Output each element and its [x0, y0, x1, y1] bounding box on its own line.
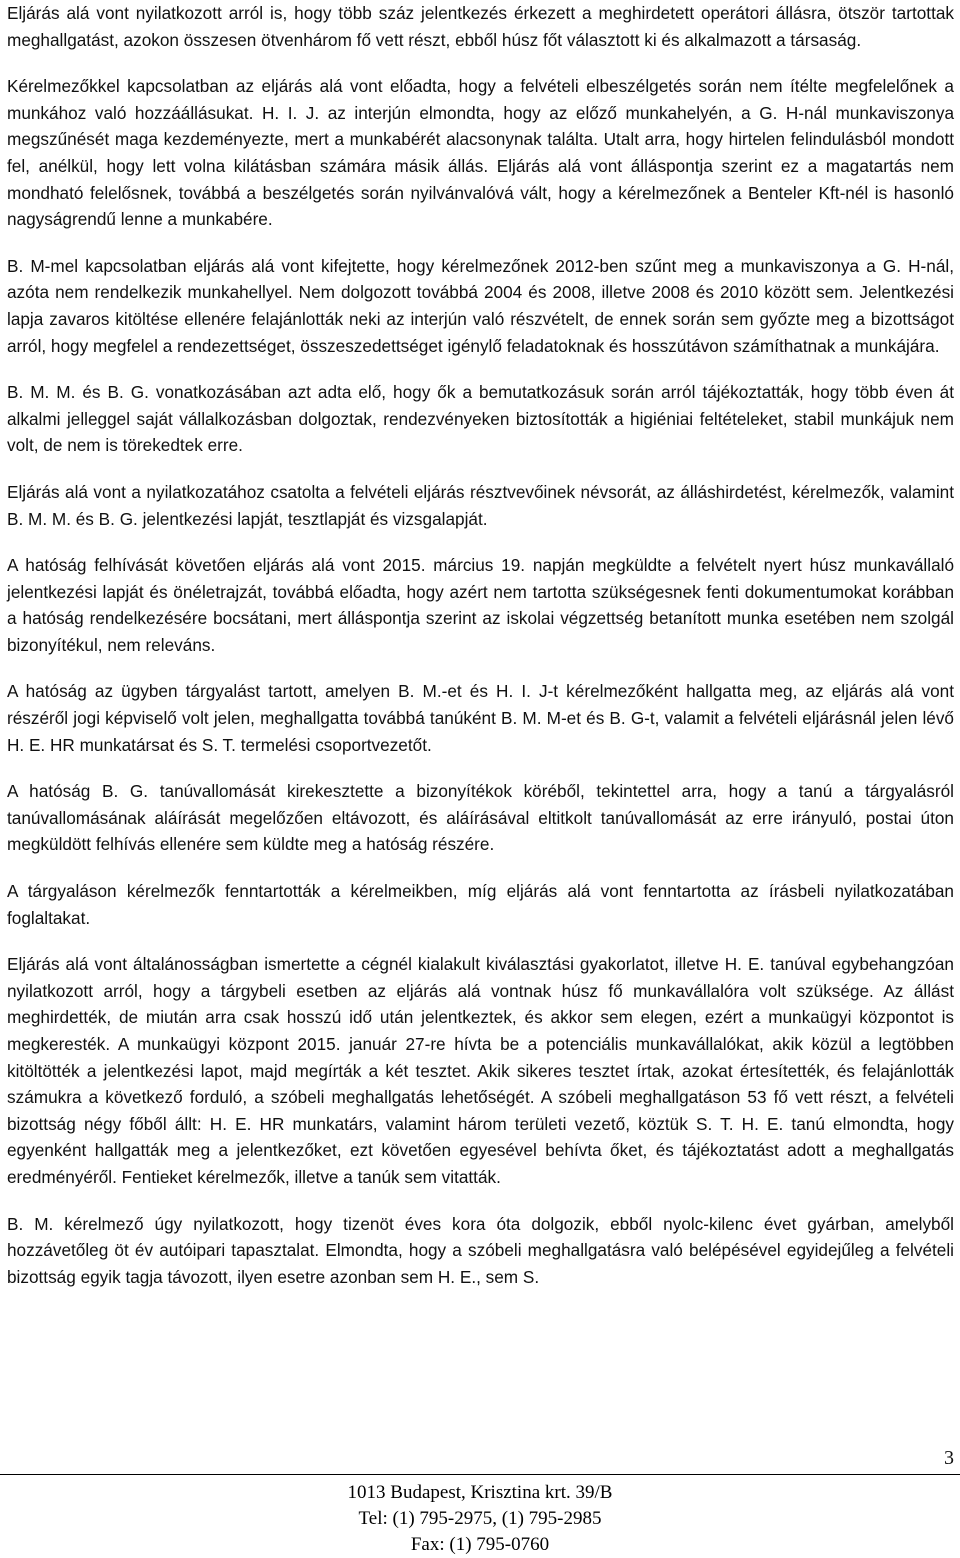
- paragraph-9: A tárgyaláson kérelmezők fenntartották a kérelmeikben, míg eljárás alá vont fenntartotta az írásbeli nyilatkozatában foglaltakat.: [7, 881, 954, 928]
- page-footer: [0, 1480, 960, 1558]
- footer-phone: Tel: (1) 795-2975, (1) 795-2985: [358, 1508, 602, 1529]
- paragraph-8: A hatóság B. G. tanúvallomását kirekesztette a bizonyítékok köréből, tekintettel arra, hogy a tanú a tárgyalásról tanúvallomásának aláírását megelőzően eltávozott, és aláírásával eltitkolt tanúvallomását az erre irányuló, postai úton megküldött felhívás ellenére sem küldte meg a hatóság részére.: [7, 781, 954, 855]
- document-body: [7, 0, 954, 1310]
- footer-fax: Fax: (1) 795-0760: [410, 1534, 550, 1555]
- footer-address: 1013 Budapest, Krisztina krt. 39/B: [347, 1482, 613, 1503]
- paragraph-1: Eljárás alá vont nyilatkozott arról is, hogy több száz jelentkezés érkezett a meghirdetett operátori állásra, ötször tartottak meghallgatást, azokon összesen ötvenhárom fő vett részt, ebből húsz főt választott ki és alkalmazott a társaság.: [7, 3, 954, 50]
- paragraph-10: Eljárás alá vont általánosságban ismertette a cégnél kialakult kiválasztási gyakorlatot, illetve H. E. tanúval egybehangzóan nyilatkozott arról, hogy a tárgybeli esetben az eljárás alá vontnak húsz fő munkavállalóra volt szüksége. Az állást meghirdették, de miután arra csak hosszú idő után jelentkeztek, és akkor sem elegen, ezért a munkaügyi központot is megkeresték. A munkaügyi központ 2015. január 27-re hívta be a potenciális munkavállalókat, akik közül a legtöbben kitöltötték a jelentkezési lapot, majd megírták a két tesztet. Akik sikeres tesztet írtak, azokat értesítették, és felajánlották számukra a következő forduló, a szóbeli meghallgatás lehetőségét. A szóbeli meghallgatáson 53 fő vett részt, a felvételi bizottság négy főből állt: H. E. HR munkatárs, valamint három területi vezető, köztük S. T. H. E. tanú elmondta, hogy egyenként hallgatták meg a jelentkezőket, ezt követően egyesével behívta őket, és tájékoztatást adott a meghallgatás eredményéről. Fentieket kérelmezők, illetve a tanúk sem vitatták.: [7, 954, 954, 1187]
- paragraph-4: B. M. M. és B. G. vonatkozásában azt adta elő, hogy ők a bemutatkozásuk során arról tájékoztatták, hogy több éven át alkalmi jelleggel saját vállalkozásban dolgoztak, rendezvényeken biztosították a higiéniai feltételeket, stabil munkájuk nem volt, de nem is törekedtek erre.: [7, 382, 954, 456]
- paragraph-5: Eljárás alá vont a nyilatkozatához csatolta a felvételi eljárás résztvevőinek névsorát, az álláshirdetést, kérelmezők, valamint B. M. M. és B. G. jelentkezési lapját, tesztlapját és vizsgalapját.: [7, 481, 954, 529]
- paragraph-2: Kérelmezőkkel kapcsolatban az eljárás alá vont előadta, hogy a felvételi elbeszélgetés során nem ítélte megfelelőnek a munkához való hozzáállásukat. H. I. J. az interjún elmondta, hogy az előző munkahelyén, a G. H-nál munkaviszonya megszűnését maga kezdeményezte, mert a munkabérét alacsonynak találta. Utalt arra, hogy hirtelen felindulásból mondott fel, anélkül, hogy lett volna kilátásban számára másik állás. Eljárás alá vont álláspontja szerint ez a magatartás nem mondható felelősnek, továbbá a beszélgetés során nyilvánvalóvá vált, hogy a kérelmezőnek a Benteler Kft-nél is hasonló nagyságrendű lenne a munkabére.: [7, 76, 954, 230]
- paragraph-7: A hatóság az ügyben tárgyalást tartott, amelyen B. M.-et és H. I. J-t kérelmezőként hallgatta meg, az eljárás alá vont részéről jogi képviselő volt jelen, meghallgatta továbbá tanúként B. M. M-et és B. G-t, valamit a felvételi eljárásnál jelen lévő H. E. HR munkatársat és S. T. termelési csoportvezetőt.: [7, 681, 954, 755]
- footer-divider: [0, 1474, 960, 1475]
- page-number: 3: [944, 1447, 954, 1469]
- paragraph-3: B. M-mel kapcsolatban eljárás alá vont kifejtette, hogy kérelmezőnek 2012-ben szűnt meg a munkaviszonya a G. H-nál, azóta nem rendelkezik munkahellyel. Nem dolgozott továbbá 2004 és 2008, illetve 2008 és 2010 között sem. Jelentkezési lapja zavaros kitöltése ellenére felajánlották neki az interjún való részvételt, de ennek során sem győzte meg a bizottságot arról, hogy megfelel a rendezettséget, összeszedettséget igénylő feladatoknak és hosszútávon számíthatnak a munkájára.: [7, 255, 954, 356]
- paragraph-6: A hatóság felhívását követően eljárás alá vont 2015. március 19. napján megküldte a felvételt nyert húsz munkavállaló jelentkezési lapját és önéletrajzát, továbbá előadta, hogy azért nem tartotta szükségesnek fenti dokumentumokat korábban a hatóság rendelkezésére bocsátani, mert álláspontja szerint az iskolai végzettség betanított munka esetében nem szolgál bizonyítékul, nem releváns.: [7, 555, 954, 655]
- paragraph-11: B. M. kérelmező úgy nyilatkozott, hogy tizenöt éves kora óta dolgozik, ebből nyolc-kilenc évet gyárban, amelyből hozzávetőleg öt év autóipari tapasztalat. Elmondta, hogy a szóbeli meghallgatásra való belépésével egyidejűleg a felvételi bizottság egyik tagja távozott, ilyen esetre azonban sem H. E., sem S.: [7, 1213, 954, 1287]
